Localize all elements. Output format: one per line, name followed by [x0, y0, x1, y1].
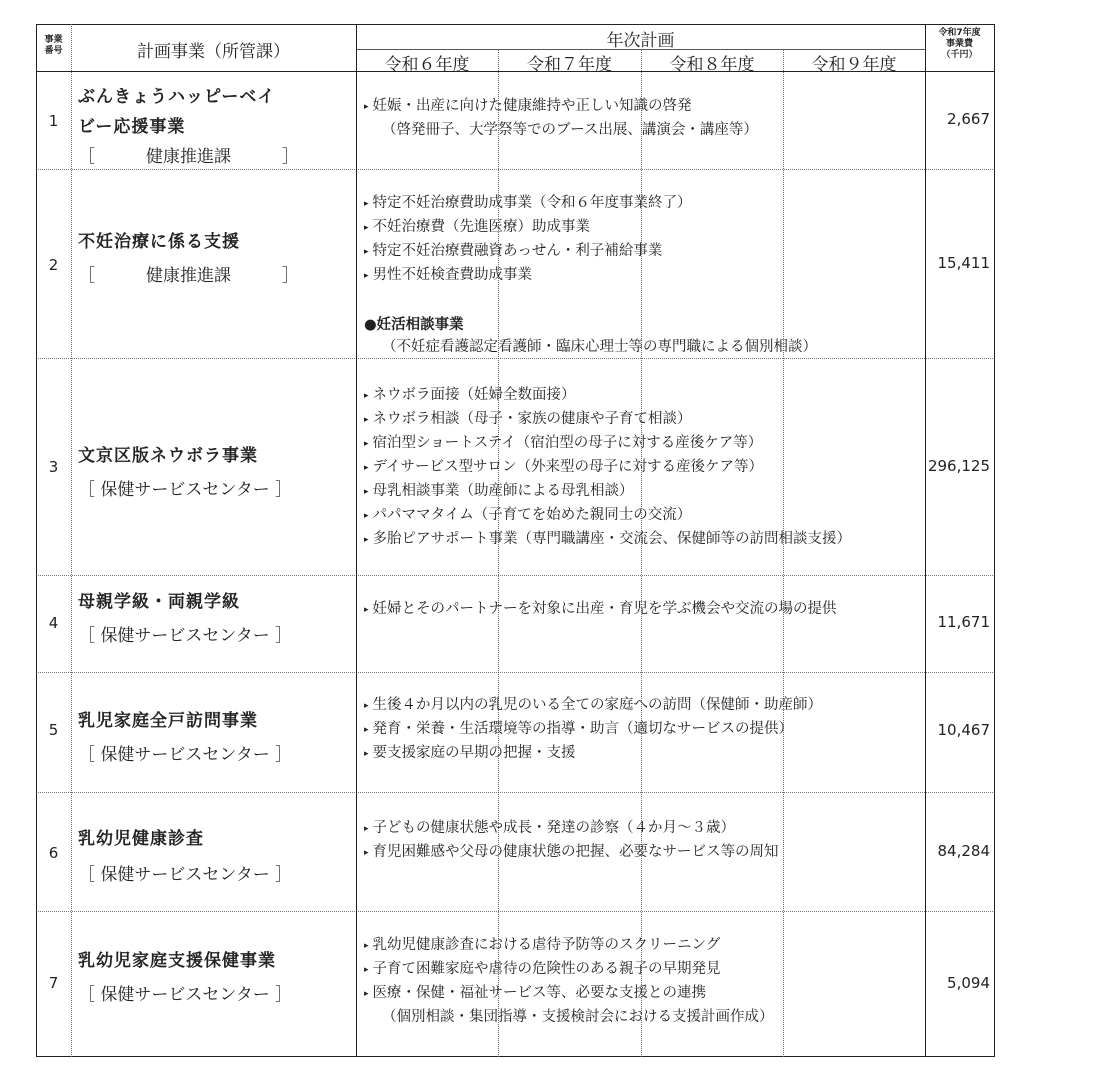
bullet-triangle-icon: ▸	[364, 965, 369, 975]
department-label: ［ 健康推進課 ］	[78, 147, 299, 167]
plan-items	[364, 598, 837, 622]
department-label: ［ 保健サービスセンター ］	[78, 626, 293, 646]
plan-item: ▸ 多胎ピアサポート事業（専門職講座・交流会、保健師等の訪問相談支援）	[364, 531, 852, 547]
cost-value: 84,284	[937, 842, 990, 860]
plan-item-sub: （個別相談・集団指導・支援検討会における支援計画作成）	[382, 1009, 774, 1025]
cost-value: 10,467	[937, 721, 990, 739]
project-cell	[78, 946, 353, 1010]
cost-value: 2,667	[947, 110, 990, 128]
bullet-triangle-icon: ▸	[364, 725, 369, 735]
bullet-triangle-icon: ▸	[364, 941, 369, 951]
project-cell	[78, 441, 353, 505]
department-label: ［ 保健サービスセンター ］	[78, 745, 293, 765]
bullet-triangle-icon: ▸	[364, 605, 369, 615]
plan-item: ▸ 男性不妊検査費助成事業	[364, 267, 533, 283]
header-no-line1: 事業	[44, 35, 63, 45]
row-number: 3	[48, 458, 59, 476]
bullet-triangle-icon: ▸	[364, 247, 369, 257]
plan-items	[364, 934, 774, 1028]
header-plan: 年次計画	[606, 31, 675, 51]
plan-item: ▸ 妊娠・出産に向けた健康維持や正しい知識の啓発	[364, 98, 692, 114]
project-cell	[78, 824, 353, 890]
bullet-triangle-icon: ▸	[364, 989, 369, 999]
bullet-triangle-icon: ▸	[364, 511, 369, 521]
plan-item: ▸ 特定不妊治療費助成事業（令和６年度事業終了）	[364, 195, 692, 211]
bullet-triangle-icon: ▸	[364, 199, 369, 209]
cost-value: 15,411	[937, 254, 990, 272]
bullet-triangle-icon: ▸	[364, 749, 369, 759]
department-label: ［ 保健サービスセンター ］	[78, 480, 293, 500]
project-name-line: 乳幼児健康診査	[78, 829, 204, 849]
project-cell	[78, 82, 353, 172]
project-name-line: ビー応援事業	[78, 117, 186, 137]
plan-item: ▸ 母乳相談事業（助産師による母乳相談）	[364, 483, 634, 499]
cost-value: 296,125	[927, 457, 990, 475]
row-number: 4	[48, 614, 59, 632]
plan-item: ▸ ネウボラ面接（妊婦全数面接）	[364, 387, 576, 403]
plan-item: ▸ 宿泊型ショートステイ（宿泊型の母子に対する産後ケア等）	[364, 435, 763, 451]
plan-items	[364, 817, 779, 865]
bullet-triangle-icon: ▸	[364, 701, 369, 711]
header-cost-line3: （千円）	[941, 50, 978, 60]
bullet-triangle-icon: ▸	[364, 415, 369, 425]
header-cost-line2: 事業費	[945, 39, 973, 49]
project-name-line: 乳児家庭全戸訪問事業	[78, 711, 258, 731]
project-cell	[78, 227, 353, 291]
header-no-line2: 番号	[44, 46, 63, 56]
plan-items	[364, 694, 822, 766]
bullet-triangle-icon: ▸	[364, 439, 369, 449]
bullet-triangle-icon: ▸	[364, 271, 369, 281]
header-year-r7: 令和７年度	[527, 55, 612, 75]
row-number: 7	[48, 974, 59, 992]
bullet-triangle-icon: ▸	[364, 463, 369, 473]
cost-value: 11,671	[937, 613, 990, 631]
header-no-label	[36, 35, 71, 57]
plan-item: ▸ 医療・保健・福祉サービス等、必要な支援との連携	[364, 985, 707, 1001]
plan-item-heading: ●妊活相談事業	[364, 317, 464, 333]
header-project: 計画事業（所管課）	[137, 42, 290, 62]
header-cost-line1: 令和7年度	[938, 28, 981, 38]
plan-item: ▸ 特定不妊治療費融資あっせん・利子補給事業	[364, 243, 663, 259]
header-year-r6: 令和６年度	[384, 55, 470, 75]
project-name-line: 不妊治療に係る支援	[78, 232, 240, 252]
bullet-triangle-icon: ▸	[364, 824, 369, 834]
row-number: 1	[48, 112, 59, 130]
bullet-triangle-icon: ▸	[364, 535, 369, 545]
bullet-triangle-icon: ▸	[364, 487, 369, 497]
header-cost-label	[925, 28, 994, 61]
department-label: ［ 保健サービスセンター ］	[78, 985, 293, 1005]
plan-table	[36, 24, 995, 1057]
cost-value: 5,094	[947, 974, 990, 992]
spacer	[364, 288, 817, 314]
row-number: 6	[48, 844, 59, 862]
plan-item: ▸ 子どもの健康状態や成長・発達の診察（４か月～３歳）	[364, 820, 736, 836]
project-name-line: 乳幼児家庭支援保健事業	[78, 951, 276, 971]
plan-items	[364, 192, 817, 358]
bullet-triangle-icon: ▸	[364, 391, 369, 401]
department-label: ［ 保健サービスセンター ］	[78, 865, 293, 885]
bullet-triangle-icon: ▸	[364, 102, 369, 112]
plan-item: ▸ 妊婦とそのパートナーを対象に出産・育児を学ぶ機会や交流の場の提供	[364, 601, 837, 617]
plan-item: ▸ 不妊治療費（先進医療）助成事業	[364, 219, 591, 235]
project-name-line: 母親学級・両親学級	[78, 592, 240, 612]
row-number: 5	[48, 721, 59, 739]
department-label: ［ 健康推進課 ］	[78, 266, 299, 286]
header-year-r9: 令和９年度	[811, 55, 897, 75]
project-cell	[78, 587, 353, 651]
project-name-line: ぶんきょうハッピーベイ	[78, 87, 276, 107]
project-cell	[78, 706, 353, 770]
plan-item: ▸ ネウボラ相談（母子・家族の健康や子育て相談）	[364, 411, 692, 427]
plan-item: ▸ 子育て困難家庭や虐待の危険性のある親子の早期発見	[364, 961, 721, 977]
plan-item: ▸ 要支援家庭の早期の把握・支援	[364, 745, 576, 761]
plan-item: ▸ 育児困難感や父母の健康状態の把握、必要なサービス等の周知	[364, 844, 779, 860]
row-number: 2	[48, 256, 59, 274]
plan-item: ▸ 発育・栄養・生活環境等の指導・助言（適切なサービスの提供）	[364, 721, 794, 737]
plan-item: ▸ 生後４か月以内の乳児のいる全ての家庭への訪問（保健師・助産師）	[364, 697, 823, 713]
project-name-line: 文京区版ネウボラ事業	[78, 446, 258, 466]
plan-item: ▸ パパママタイム（子育てを始めた親同士の交流）	[364, 507, 692, 523]
plan-items	[364, 384, 851, 552]
plan-item: ▸ 乳幼児健康診査における虐待予防等のスクリーニング	[364, 937, 721, 953]
plan-item: ▸ デイサービス型サロン（外来型の母子に対する産後ケア等）	[364, 459, 764, 475]
bullet-triangle-icon: ▸	[364, 223, 369, 233]
header-year-r8: 令和８年度	[669, 55, 755, 75]
plan-items	[364, 95, 758, 141]
plan-item-sub: （不妊症看護認定看護師・臨床心理士等の専門職による個別相談）	[382, 339, 817, 355]
plan-item-sub: （啓発冊子、大学祭等でのブース出展、講演会・講座等）	[382, 122, 758, 138]
bullet-triangle-icon: ▸	[364, 848, 369, 858]
